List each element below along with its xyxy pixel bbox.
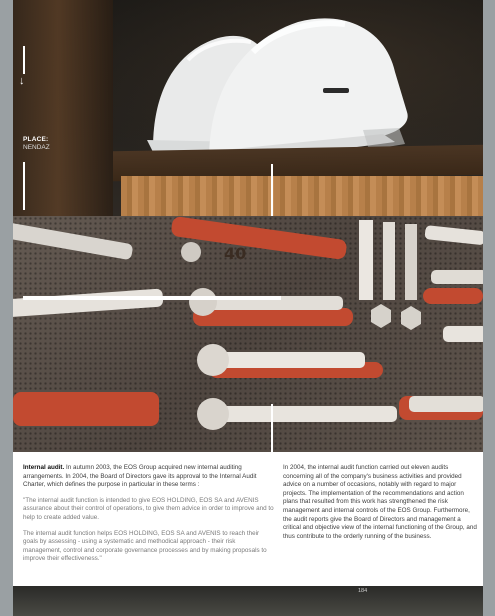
- annual-report-page: [13, 0, 483, 616]
- helmets-photo: [13, 0, 483, 216]
- article-right-column: [283, 464, 477, 548]
- article-left-column: [23, 464, 275, 571]
- intro-paragraph: [23, 464, 275, 490]
- arrow-down-icon: ↓: [19, 75, 25, 87]
- decorative-bar: [23, 296, 281, 300]
- body-paragraph: In 2004, the internal audit function carried out eleven audits concerning all of the company's business activities and provided advice on a number of occasions, notably with regard to major projects. The implementation of the recommendations and action plans that resulted from this work has strengthened the risk management and internal controls of the EOS Group. Furthermore, the audit reports give the Board of Directors and management a critical and objective view of the internal functioning of the Group, and thus contribute to the orderly running of the business.: [283, 464, 477, 540]
- quote-paragraph: "The internal audit function is intended to give EOS HOLDING, EOS SA and AVENIS assurance about their control of operations, to give them advice in order to improve and to help to create added value.: [23, 496, 274, 521]
- section-title: Internal audit.: [23, 464, 65, 471]
- quote-paragraph: The internal audit function helps EOS HOLDING, EOS SA and AVENIS to reach their goals by assessing - using a systematic and methodical approach - their risk management, control and corporate governance processes and by making proposals to improve their effectiveness.": [23, 529, 267, 563]
- decorative-line: [271, 404, 273, 452]
- decorative-line: [23, 46, 25, 74]
- wrenches-photo: [13, 216, 483, 452]
- wooden-table-edge: [121, 176, 483, 216]
- intro-text: In autumn 2003, the EOS Group acquired new internal auditing arrangements. In 2004, the Board of Directors gave its approval to the Internal Audit Charter, which defines the purpose in particular in these terms :: [23, 464, 257, 489]
- wrenches-illustration: [13, 216, 483, 452]
- bottom-photo-strip: [13, 586, 483, 616]
- page-number: 184: [358, 588, 368, 594]
- decorative-line: [23, 162, 25, 210]
- number-marking: 40: [224, 244, 247, 263]
- decorative-line: [271, 164, 273, 216]
- place-label: PLACE:: [23, 136, 49, 143]
- place-value: NENDAZ: [23, 144, 50, 151]
- article-text: [13, 452, 483, 586]
